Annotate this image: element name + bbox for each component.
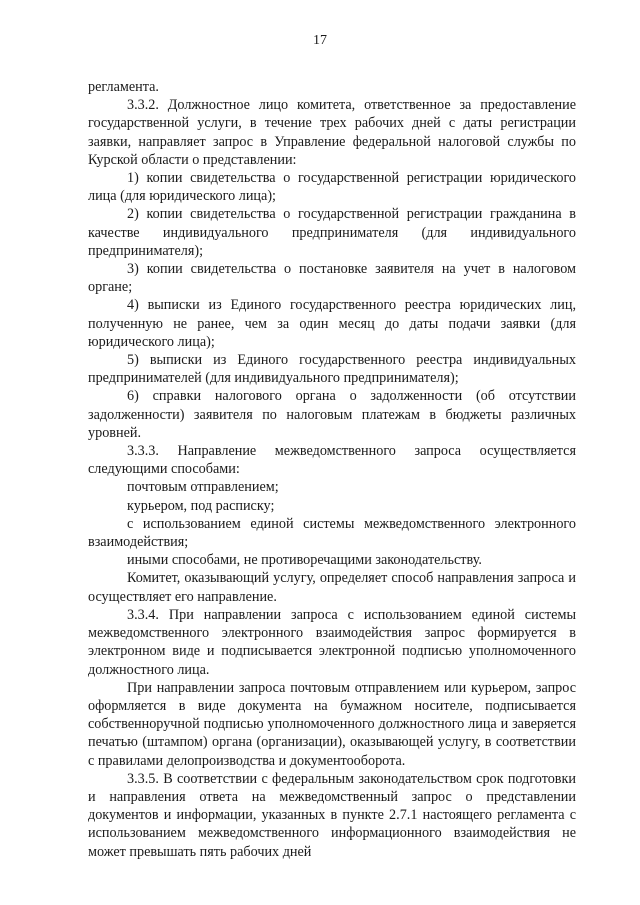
- paragraph-postal-request: При направлении запроса почтовым отправлением или курьером, запрос оформляется в виде документа на бумажном носителе, подписывается собственноручной подписью уполномоченного должностного лица и заверяется печатью (штампом) органа (организации), оказывающей услугу, в соответствии с правилами делопроизводства и документооборота.: [88, 679, 576, 769]
- list-item-3: 3) копии свидетельства о постановке заявителя на учет в налоговом органе;: [88, 261, 576, 296]
- page-number: 17: [313, 33, 327, 48]
- paragraph-3-3-4: 3.3.4. При направлении запроса с использованием единой системы межведомственного электронного взаимодействия запрос формируется в электронном виде и подписывается электронной подписью уполномоченного должностного лица.: [88, 606, 576, 678]
- list-item-6: 6) справки налогового органа о задолженности (об отсутствии задолженности) заявителя по налоговым платежам в бюджеты различных уровней.: [88, 388, 576, 441]
- paragraph-continuation: регламента.: [88, 79, 159, 95]
- document-body: [88, 78, 576, 861]
- list-item-1: 1) копии свидетельства о государственной регистрации юридического лица (для юридического лица);: [88, 170, 576, 205]
- method-item: с использованием единой системы межведомственного электронного взаимодействия;: [88, 515, 576, 551]
- paragraph-committee: Комитет, оказывающий услугу, определяет способ направления запроса и осуществляет его направление.: [88, 570, 576, 605]
- paragraph-3-3-5: 3.3.5. В соответствии с федеральным законодательством срок подготовки и направления ответа на межведомственный запрос о представлении документов и информации, указанных в пункте 2.7.1 настоящего регламента с использованием межведомственного информационного взаимодействия не может превышать пять рабочих дней: [88, 770, 576, 860]
- list-item-2: 2) копии свидетельства о государственной регистрации гражданина в качестве индивидуального предпринимателя (для индивидуального предпринимателя);: [88, 206, 576, 259]
- paragraph-3-3-3: 3.3.3. Направление межведомственного запроса осуществляется следующими способами:: [88, 443, 576, 478]
- list-item-5: 5) выписки из Единого государственного реестра индивидуальных предпринимателей (для индивидуального предпринимателя);: [88, 352, 576, 387]
- method-item: почтовым отправлением;: [127, 479, 279, 496]
- method-item: иными способами, не противоречащими законодательству.: [127, 552, 482, 569]
- list-item-4: 4) выписки из Единого государственного реестра юридических лиц, полученную не ранее, чем за один месяц до даты подачи заявки (для юридического лица);: [88, 297, 576, 350]
- method-item: курьером, под расписку;: [127, 497, 275, 514]
- paragraph-3-3-2: 3.3.2. Должностное лицо комитета, ответственное за предоставление государственной услуги, в течение трех рабочих дней с даты регистрации заявки, направляет запрос в Управление федеральной налоговой службы по Курской области о представлении:: [88, 97, 576, 168]
